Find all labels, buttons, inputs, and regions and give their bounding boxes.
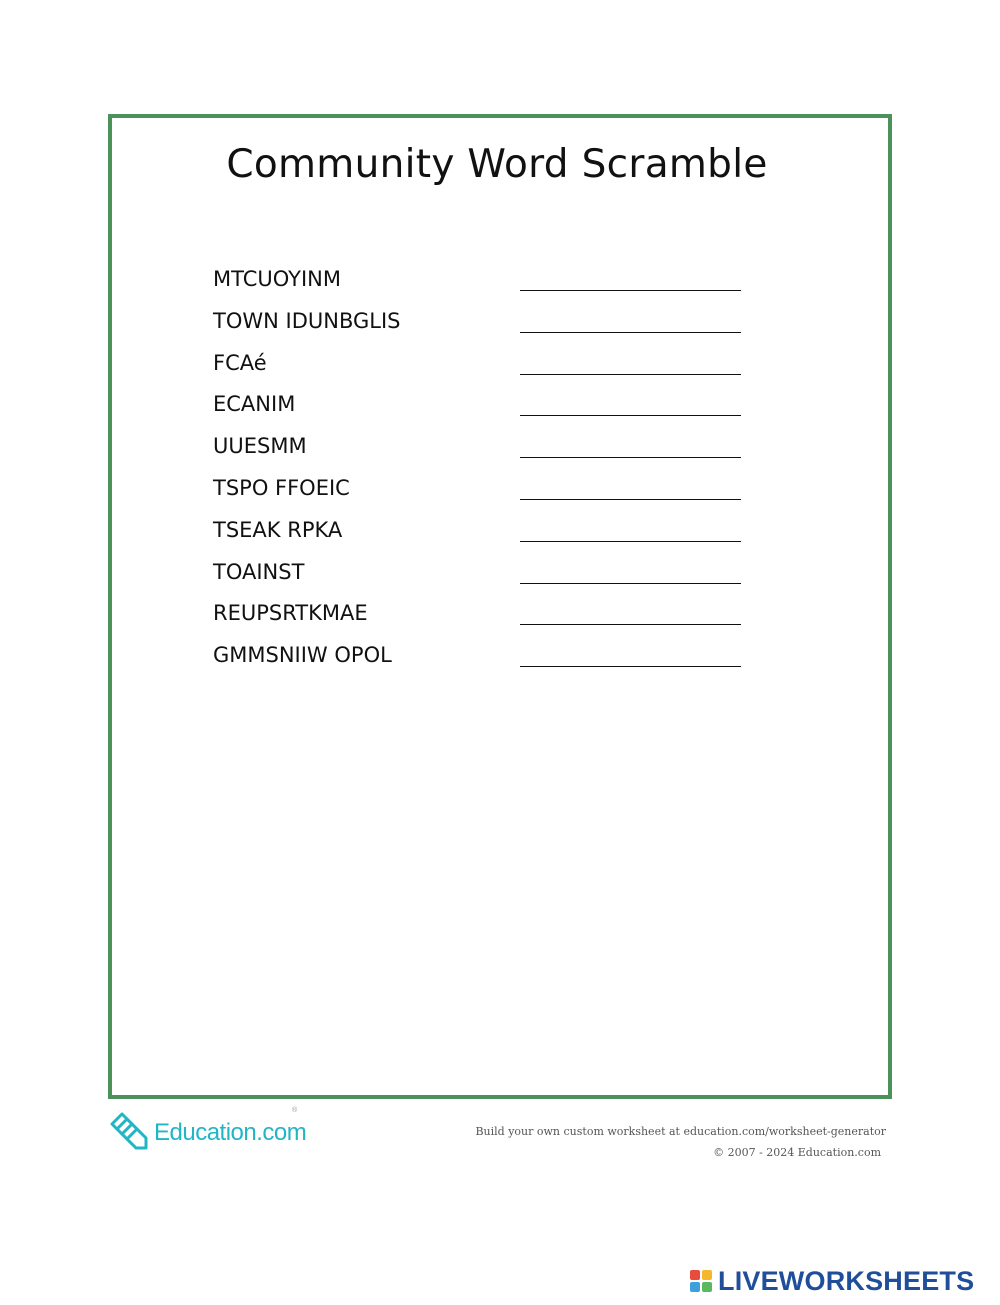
education-logo-text: Education.com: [154, 1119, 307, 1146]
liveworksheets-logo[interactable]: [690, 1266, 990, 1298]
scrambled-word: GMMSNIIW OPOL: [213, 643, 392, 668]
scrambled-word: UUESMM: [213, 434, 307, 459]
scramble-row: [213, 556, 743, 588]
answer-blank[interactable]: [520, 541, 741, 542]
pencil-paper-icon: [106, 1108, 150, 1152]
scrambled-word: ECANIM: [213, 392, 296, 417]
scramble-row: [213, 263, 743, 295]
answer-blank[interactable]: [520, 290, 741, 291]
colored-blocks-icon: [690, 1270, 714, 1294]
answer-blank[interactable]: [520, 624, 741, 625]
scrambled-word: REUPSRTKMAE: [213, 601, 368, 626]
worksheet-title: Community Word Scramble: [226, 142, 768, 187]
scrambled-word: TOWN IDUNBGLIS: [213, 308, 401, 333]
scramble-row: [213, 639, 743, 671]
scramble-row: [213, 514, 743, 546]
scrambled-word: TSEAK RPKA: [213, 517, 343, 542]
answer-blank[interactable]: [520, 583, 741, 584]
answer-blank[interactable]: [520, 666, 741, 667]
footer-copyright: © 2007 - 2024 Education.com: [713, 1146, 881, 1159]
education-logo[interactable]: [106, 1108, 311, 1156]
scramble-row: [213, 472, 743, 504]
footer-note: Build your own custom worksheet at education.com/worksheet-generator: [475, 1125, 886, 1138]
answer-blank[interactable]: [520, 415, 741, 416]
liveworksheets-logo-text: LIVEWORKSHEETS: [718, 1266, 975, 1296]
scramble-row: [213, 430, 743, 462]
scrambled-word: FCAé: [213, 350, 267, 375]
answer-blank[interactable]: [520, 332, 741, 333]
scramble-row: [213, 347, 743, 379]
scramble-row: [213, 597, 743, 629]
answer-blank[interactable]: [520, 374, 741, 375]
answer-blank[interactable]: [520, 499, 741, 500]
scramble-row: [213, 388, 743, 420]
scramble-row: [213, 305, 743, 337]
registered-mark: ®: [292, 1107, 298, 1114]
scrambled-word: MTCUOYINM: [213, 267, 341, 291]
answer-blank[interactable]: [520, 457, 741, 458]
scrambled-word: TOAINST: [213, 559, 305, 584]
scrambled-word: TSPO FFOEIC: [213, 476, 350, 500]
